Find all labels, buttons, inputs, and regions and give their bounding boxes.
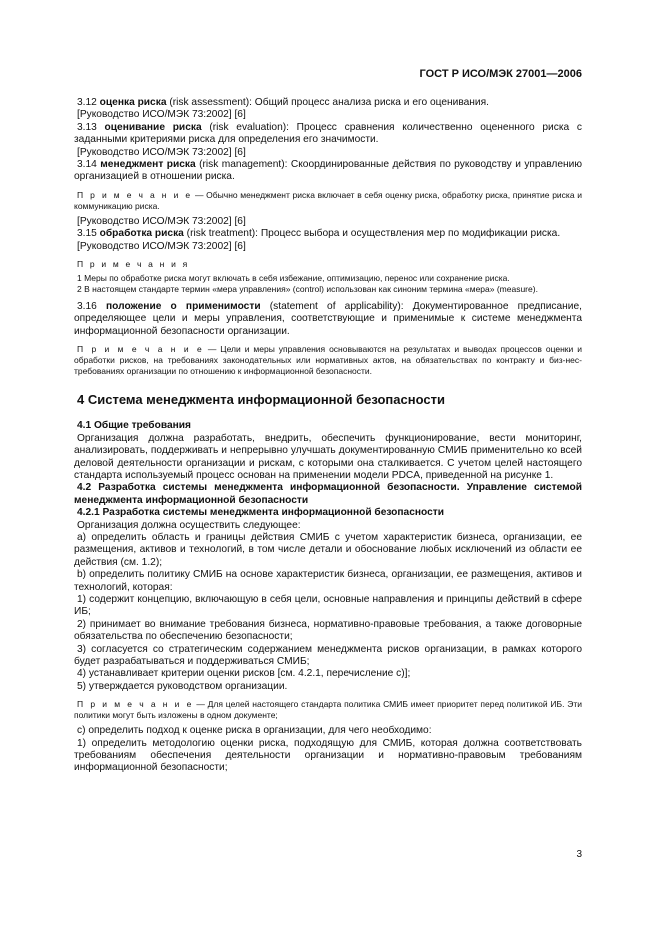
list-item-b5: 5) утверждается руководством организации. bbox=[77, 680, 288, 692]
note: П р и м е ч а н и е — Для целей настоящего стандарта политика СМИБ имеет приоритет перед политикой ИБ. Эти политики могут быть изложены в одном документе; bbox=[74, 699, 582, 721]
term-name: оценка риска bbox=[99, 97, 167, 108]
list-item-b: b) определить политику СМИБ на основе характеристик бизнеса, организации, ее размещения, активов и технологий, которая: bbox=[74, 569, 582, 593]
list-item-c: c) определить подход к оценке риска в организации, для чего необходимо: bbox=[77, 725, 432, 737]
term-3-13: 3.13 оценивание риска (risk evaluation): Процесс сравнения количественно оцененного риска с заданными критериями риска для определения его значимости. bbox=[74, 121, 582, 146]
term-name: менеджмент риска bbox=[100, 159, 196, 171]
term-name: положение о применимости bbox=[106, 301, 261, 313]
list-item-a: а) определить область и границы действия СМИБ с учетом характеристик бизнеса, организации, ее размещения, активов и технологий, в том числе детали и обоснование любых исключений из области ее действия (см. 1.2); bbox=[74, 531, 582, 568]
page-number: 3 bbox=[576, 849, 582, 860]
section-4-heading: 4 Система менеджмента информационной безопасности bbox=[77, 392, 445, 408]
page-body bbox=[74, 97, 582, 775]
section-4-1-heading: 4.1 Общие требования bbox=[77, 420, 191, 432]
intro-text: Организация должна осуществить следующее: bbox=[77, 519, 301, 531]
term-reference: [Руководство ИСО/МЭК 73:2002] [6] bbox=[77, 109, 246, 121]
term-reference: [Руководство ИСО/МЭК 73:2002] [6] bbox=[77, 240, 246, 252]
term-3-16: 3.16 положение о применимости (statement of applicability): Документированное предписание, определяющее цели и меры управления, соответствующие и применимые к системе менеджмента информационной безопасности организации. bbox=[74, 301, 582, 337]
notes-heading: П р и м е ч а н и я bbox=[77, 259, 190, 270]
note-1: 1 Меры по обработке риска могут включать в себя избежание, оптимизацию, перенос или сохранение риска. bbox=[77, 273, 510, 284]
list-item-b1: 1) содержит концепцию, включающую в себя цели, основные направления и принципы действий в сфере ИБ; bbox=[74, 593, 582, 618]
term-reference: [Руководство ИСО/МЭК 73:2002] [6] bbox=[77, 215, 246, 227]
section-4-2-heading: 4.2 Разработка системы менеджмента информационной безопасности. Управление системой менеджмента информационной безопасности bbox=[74, 482, 582, 506]
term-name: оценивание риска bbox=[104, 121, 202, 133]
term-3-12: 3.12 оценка риска (risk assessment): Общий процесс анализа риска и его оценивания. bbox=[77, 97, 489, 108]
section-4-1-text: Организация должна разработать, внедрить, обеспечить функционирование, вести мониторинг, анализировать, поддерживать и непрерывно улучшать документированную СМИБ применительно ко всей деловой деятельности организации и рискам, с которыми она сталкивается. С учетом целей настоящего стандарта используемый процесс основан на применении модели PDCA, приведенной на рисунке 1. bbox=[74, 432, 582, 481]
term-reference: [Руководство ИСО/МЭК 73:2002] [6] bbox=[77, 146, 246, 158]
term-3-14: 3.14 менеджмент риска (risk management): Скоординированные действия по руководству и управлению организацией в отношении риска. bbox=[74, 159, 583, 183]
list-item-b4: 4) устанавливает критерии оценки рисков [см. 4.2.1, перечисление c)]; bbox=[77, 668, 411, 680]
section-4-2-1-heading: 4.2.1 Разработка системы менеджмента информационной безопасности bbox=[77, 507, 445, 519]
term-3-15: 3.15 обработка риска (risk treatment): Процесс выбора и осуществления мер по модификации риска. bbox=[77, 228, 561, 240]
list-item-c1: 1) определить методологию оценки риска, подходящую для СМИБ, которая должна соответствовать требованиям обеспечения деятельности организации и нормативно-правовым требованиям информационной безопасности; bbox=[74, 737, 582, 774]
note: П р и м е ч а н и е — Обычно менеджмент риска включает в себя оценку риска, обработку риска, принятие риска и коммуникацию риска. bbox=[74, 189, 582, 211]
running-header: ГОСТ Р ИСО/МЭК 27001—2006 bbox=[419, 68, 582, 80]
list-item-b3: 3) согласуется со стратегическим содержанием менеджмента рисков организации, в рамках которого будет разрабатываться и поддерживаться СМИБ; bbox=[74, 643, 582, 667]
note: П р и м е ч а н и е — Цели и меры управления основываются на результатах и выводах процессов оценки и обработки рисков, на требованиях законодательных или нормативных актов, на обязательствах по контракту и биз-нес-требованиях организации по отношению к информационной безопасности. bbox=[74, 344, 582, 377]
note-2: 2 В настоящем стандарте термин «мера управления» (control) использован как синоним термина «мера» (measure). bbox=[77, 284, 538, 295]
list-item-b2: 2) принимает во внимание требования бизнеса, нормативно-правовые требования, а также договорные обязательства по обеспечению безопасности; bbox=[74, 618, 582, 643]
term-name: обработка риска bbox=[99, 228, 184, 240]
